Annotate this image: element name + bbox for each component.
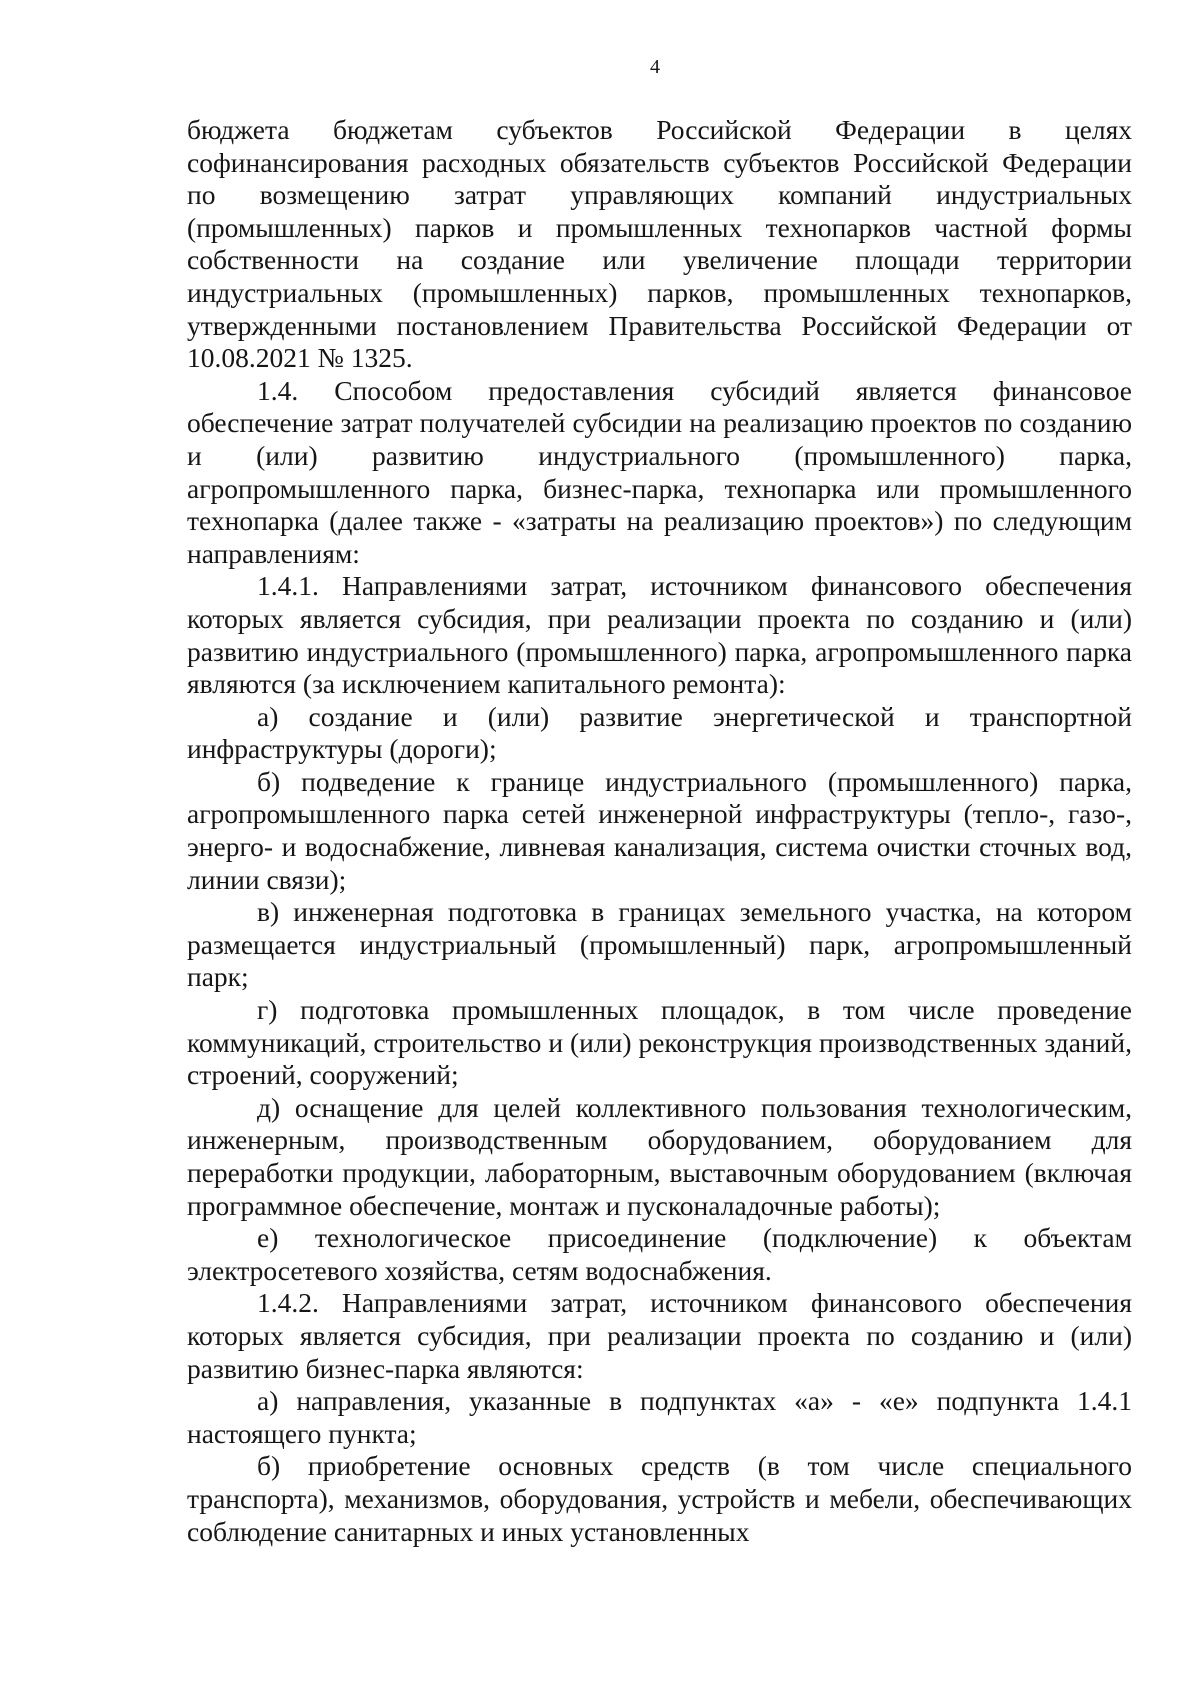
list-item-v: в) инженерная подготовка в границах земельного участка, на котором размещается индустриальный (промышленный) парк, агропромышленный парк; bbox=[187, 896, 1132, 993]
list-item-b: б) подведение к границе индустриального (промышленного) парка, агропромышленного парка сетей инженерной инфраструктуры (тепло-, газо-, энерго- и водоснабжение, ливневая канализация, система очистки сточных вод, линии связи); bbox=[187, 765, 1132, 895]
paragraph-continuation: бюджета бюджетам субъектов Российской Федерации в целях софинансирования расходных обязательств субъектов Российской Федерации по возмещению затрат управляющих компаний индустриальных (промышленных) парков и промышленных технопарков частной формы собственности на создание или увеличение площади территории индустриальных (промышленных) парков, промышленных технопарков, утвержденными постановлением Правительства Российской Федерации от 10.08.2021 № 1325. bbox=[187, 114, 1132, 374]
list-item-a-2: а) направления, указанные в подпунктах «а» - «е» подпункта 1.4.1 настоящего пункта; bbox=[187, 1385, 1132, 1449]
paragraph-1-4: 1.4. Способом предоставления субсидий является финансовое обеспечение затрат получателей субсидии на реализацию проектов по созданию и (или) развитию индустриального (промышленного) парка, агропромышленного парка, бизнес-парка, технопарка или промышленного технопарка (далее также - «затраты на реализацию проектов») по следующим направлениям: bbox=[187, 374, 1132, 569]
list-item-g: г) подготовка промышленных площадок, в том числе проведение коммуникаций, строительство и (или) реконструкция производственных зданий, строений, сооружений; bbox=[187, 994, 1132, 1091]
list-item-e: е) технологическое присоединение (подключение) к объектам электросетевого хозяйства, сетям водоснабжения. bbox=[187, 1222, 1132, 1286]
paragraph-1-4-1: 1.4.1. Направлениями затрат, источником финансового обеспечения которых является субсидия, при реализации проекта по созданию и (или) развитию индустриального (промышленного) парка, агропромышленного парка являются (за исключением капитального ремонта): bbox=[187, 570, 1132, 700]
list-item-a: а) создание и (или) развитие энергетической и транспортной инфраструктуры (дороги); bbox=[187, 700, 1132, 765]
document-body bbox=[187, 114, 1132, 1548]
list-item-d: д) оснащение для целей коллективного пользования технологическим, инженерным, производственным оборудованием, оборудованием для переработки продукции, лабораторным, выставочным оборудованием (включая программное обеспечение, монтаж и пусконаладочные работы); bbox=[187, 1091, 1132, 1221]
paragraph-1-4-2: 1.4.2. Направлениями затрат, источником финансового обеспечения которых является субсидия, при реализации проекта по созданию и (или) развитию бизнес-парка являются: bbox=[187, 1287, 1132, 1384]
page-number: 4 bbox=[650, 56, 660, 78]
list-item-b-2: б) приобретение основных средств (в том числе специального транспорта), механизмов, оборудования, устройств и мебели, обеспечивающих соблюдение санитарных и иных установленных bbox=[187, 1450, 1132, 1547]
